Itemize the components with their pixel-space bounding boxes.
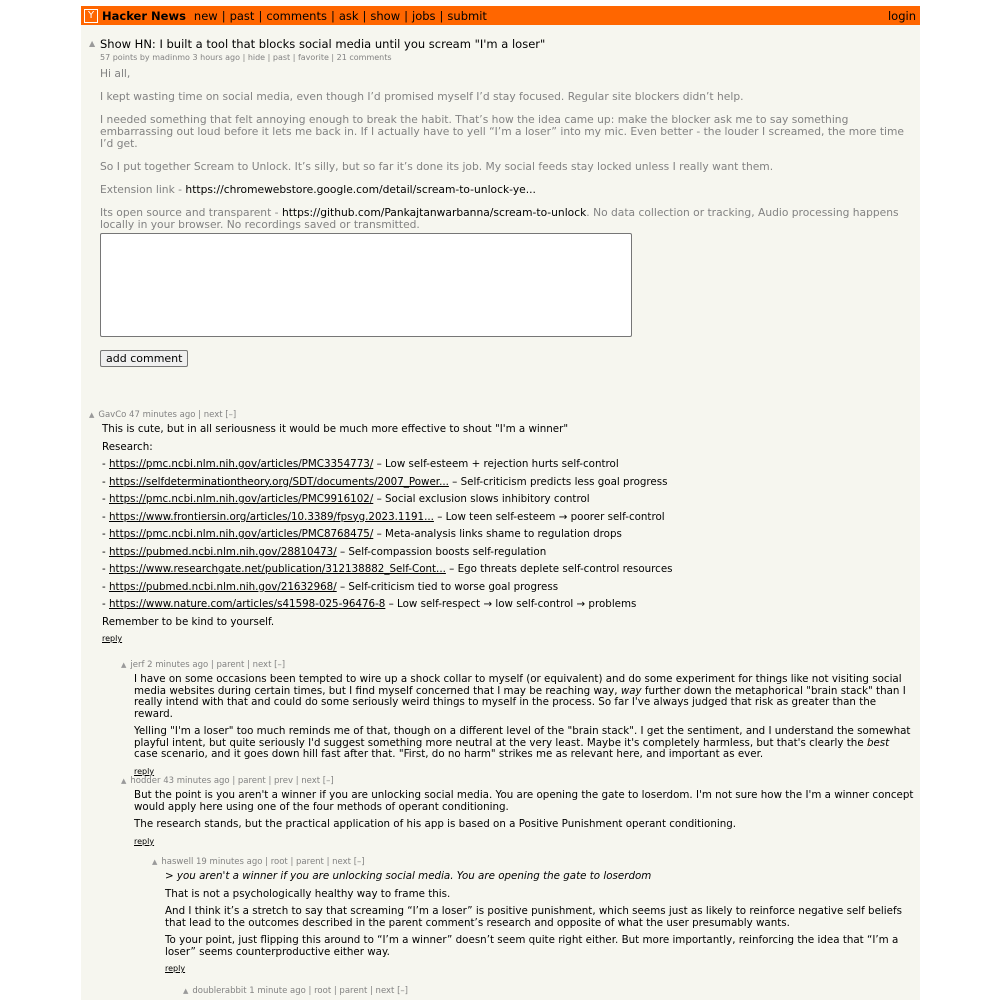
source-label: Its open source and transparent - <box>100 206 282 219</box>
research-desc: – Self-criticism tied to worse goal progress <box>336 580 559 593</box>
comment-head <box>152 857 912 867</box>
research-desc: – Meta-analysis links shame to regulation drops <box>373 528 622 540</box>
nav-past[interactable]: past <box>229 8 255 23</box>
reply-link[interactable]: reply <box>165 964 186 973</box>
top-navbar <box>81 6 920 25</box>
comment-text-part: case scenario, and it goes down hill fast after that. "First, do no harm" strikes me as relevant here, and important as ever. <box>134 748 764 760</box>
research-link[interactable]: https://pmc.ncbi.nlm.nih.gov/articles/PMC9916102/ <box>109 493 374 505</box>
comment-text: The research stands, but the practical application of his app is based on a Positive Punishment operant conditioning. <box>134 818 737 830</box>
research-item: - https://pmc.ncbi.nlm.nih.gov/articles/PMC9916102/ – Social exclusion slows inhibitory control <box>102 493 590 505</box>
comment-text-part: Yelling "I'm a loser" too much reminds me of that, though on a different level of the "brain stack". I get the sentiment, and I understand the somewhat playful intent, but quite seriously I'd suggest something more neutral at the very least. Maybe it's completely harmless, but that's clearly the <box>134 725 911 749</box>
upvote-arrow-icon[interactable]: ▲ <box>121 777 127 785</box>
comment-textarea[interactable] <box>100 233 632 337</box>
source-tail: . No data collection or tracking, Audio processing happens locally in your browser. No recordings saved or transmitted. <box>100 206 899 231</box>
comment-text-part: I have on some occasions been tempted to wire up a shock collar to myself (or equivalent) and do some experiment for things like not visiting social media websites during certain times, but I find myself concerned that I may be reaching way, <box>134 673 902 697</box>
research-desc: – Ego threats deplete self-control resources <box>445 563 673 575</box>
nav-new[interactable]: new <box>193 8 218 23</box>
comment-doublerabbit <box>183 986 903 996</box>
research-desc: – Low self-esteem + rejection hurts self-control <box>373 458 619 470</box>
story-paragraph: Hi all, <box>100 67 131 80</box>
upvote-arrow-icon[interactable]: ▲ <box>121 661 127 669</box>
research-link[interactable]: https://selfdeterminationtheory.org/SDT/documents/2007_Power... <box>109 475 449 488</box>
comment-meta: GavCo 47 minutes ago | next [–] <box>98 410 237 420</box>
comment-meta: doublerabbit 1 minute ago | root | parent | next [–] <box>192 986 408 996</box>
page-container <box>81 6 920 1000</box>
research-desc: – Low self-respect → low self-control → problems <box>385 598 637 610</box>
comment-head <box>121 776 916 786</box>
site-name-link[interactable]: Hacker News <box>102 8 186 23</box>
research-desc: – Social exclusion slows inhibitory control <box>373 493 590 505</box>
comment-head <box>121 660 916 670</box>
comment-haswell <box>152 857 912 975</box>
comment-gavco <box>89 410 909 645</box>
comment-text <box>134 726 916 761</box>
research-link[interactable]: https://www.frontiersin.org/articles/10.3389/fpsyg.2023.1191... <box>109 510 434 523</box>
login-link[interactable]: login <box>887 8 916 23</box>
comment-body <box>165 871 912 975</box>
research-desc: – Self-criticism predicts less goal progress <box>448 475 668 488</box>
extension-label: Extension link - <box>100 183 186 196</box>
comment-body <box>134 674 916 777</box>
comment-text-part: further down the metaphorical "brain stack" than I really intend with that and could do some seriously weird things to myself in the process. So far I've always judged that risk as greater than the reward. <box>134 684 906 720</box>
comment-text: That is not a psychologically healthy way to frame this. <box>165 887 451 900</box>
comment-text: This is cute, but in all seriousness it would be much more effective to shout "I'm a winner" <box>102 423 569 435</box>
nav-show[interactable]: show <box>370 8 401 23</box>
nav-jobs[interactable]: jobs <box>412 8 436 23</box>
comment-text: But the point is you aren't a winner if you are unlocking social media. You are opening the gate to loserdom. I'm not sure how the I'm a winner concept would apply here using one of the four methods of operant conditioning. <box>134 789 914 813</box>
comment-jerf <box>121 660 916 777</box>
nav-links: new | past | comments | ask | show | jobs | submit <box>193 8 487 23</box>
comment-text <box>134 674 916 720</box>
comment-text: To your point, just flipping this around to “I’m a winner” doesn’t seem quite right either. But more importantly, reinforcing the idea that “I’m a loser” seems counterproductive either way. <box>165 934 899 958</box>
story-subtext: 57 points by madinmo 3 hours ago | hide | past | favorite | 21 comments <box>100 53 392 62</box>
research-item: - https://pmc.ncbi.nlm.nih.gov/articles/PMC8768475/ – Meta-analysis links shame to regulation drops <box>102 528 622 540</box>
upvote-arrow-icon[interactable]: ▲ <box>89 411 95 419</box>
research-item: - https://pubmed.ncbi.nlm.nih.gov/28810473/ – Self-compassion boosts self-regulation <box>102 545 547 558</box>
upvote-arrow-icon[interactable]: ▲ <box>183 987 189 995</box>
research-desc: – Low teen self-esteem → poorer self-control <box>433 510 665 523</box>
story-paragraph: I needed something that felt annoying enough to break the habit. That’s how the idea came up: make the blocker ask me to say something embarrassing out loud before it lets me back in. If I actually have to yell “I’m a loser” into my mic. Even better - the louder I screamed, the more time I’d get. <box>100 113 904 150</box>
story-paragraph: I kept wasting time on social media, even though I’d promised myself I’d stay focused. Regular site blockers didn’t help. <box>100 90 744 103</box>
comment-meta: hodder 43 minutes ago | parent | prev | next [–] <box>130 776 334 786</box>
comment-head <box>89 410 909 420</box>
research-link[interactable]: https://www.researchgate.net/publication/312138882_Self-Cont... <box>109 563 446 575</box>
research-item: - https://www.frontiersin.org/articles/10.3389/fpsyg.2023.1191... – Low teen self-esteem → poorer self-control <box>102 510 665 523</box>
research-link[interactable]: https://pmc.ncbi.nlm.nih.gov/articles/PMC8768475/ <box>109 528 374 540</box>
story-title-link[interactable]: Show HN: I built a tool that blocks social media until you scream "I'm a loser" <box>100 37 546 51</box>
comment-body <box>102 424 909 645</box>
hn-logo-icon[interactable]: Y <box>84 9 98 23</box>
research-item: - https://pmc.ncbi.nlm.nih.gov/articles/PMC3354773/ – Low self-esteem + rejection hurts self-control <box>102 458 619 470</box>
story-paragraph: So I put together Scream to Unlock. It’s silly, but so far it’s done its job. My social feeds stay locked unless I really want them. <box>100 160 774 173</box>
comment-text-italic: best <box>866 736 890 749</box>
research-item: - https://www.nature.com/articles/s41598-025-96476-8 – Low self-respect → low self-control → problems <box>102 598 637 610</box>
upvote-arrow-icon[interactable]: ▲ <box>152 858 158 866</box>
upvote-arrow-icon[interactable]: ▲ <box>89 39 96 48</box>
reply-link[interactable]: reply <box>134 766 155 776</box>
add-comment-button[interactable]: add comment <box>100 350 188 367</box>
research-link[interactable]: https://www.nature.com/articles/s41598-025-96476-8 <box>109 598 386 610</box>
research-link[interactable]: https://pubmed.ncbi.nlm.nih.gov/28810473/ <box>109 545 337 558</box>
nav-ask[interactable]: ask <box>338 8 359 23</box>
research-desc: – Self-compassion boosts self-regulation <box>336 545 547 558</box>
nav-comments[interactable]: comments <box>266 8 327 23</box>
comment-quote: > you aren't a winner if you are unlocking social media. You are opening the gate to loserdom <box>165 870 652 882</box>
reply-link[interactable]: reply <box>102 634 123 643</box>
comment-text: Research: <box>102 440 153 453</box>
story-text <box>100 68 912 242</box>
nav-submit[interactable]: submit <box>447 8 487 23</box>
comment-text-italic: way <box>620 684 642 697</box>
comment-text: And I think it’s a stretch to say that screaming “I’m a loser” is positive punishment, which seems just as likely to reinforce negative self beliefs that lead to the outcomes described in the parent comment’s research and opposite of what the user presumably wants. <box>165 905 902 929</box>
research-link[interactable]: https://pubmed.ncbi.nlm.nih.gov/21632968/ <box>109 580 337 593</box>
research-link[interactable]: https://pmc.ncbi.nlm.nih.gov/articles/PMC3354773/ <box>109 458 374 470</box>
story-paragraph <box>100 207 912 231</box>
github-link[interactable]: https://github.com/Pankajtanwarbanna/scream-to-unlock <box>281 206 587 219</box>
reply-link[interactable]: reply <box>134 836 155 846</box>
research-item: - https://www.researchgate.net/publication/312138882_Self-Cont... – Ego threats deplete self-control resources <box>102 563 673 575</box>
comment-meta: haswell 19 minutes ago | root | parent | next [–] <box>161 857 365 867</box>
comment-head <box>183 986 903 996</box>
extension-link[interactable]: https://chromewebstore.google.com/detail/scream-to-unlock-ye... <box>185 183 536 196</box>
story-paragraph <box>100 184 912 196</box>
research-item: - https://pubmed.ncbi.nlm.nih.gov/21632968/ – Self-criticism tied to worse goal progress <box>102 580 559 593</box>
comment-meta: jerf 2 minutes ago | parent | next [–] <box>130 660 286 670</box>
comment-body <box>134 790 916 847</box>
comment-hodder <box>121 776 916 847</box>
comment-text: Remember to be kind to yourself. <box>102 615 275 628</box>
research-item: - https://selfdeterminationtheory.org/SDT/documents/2007_Power... – Self-criticism predicts less goal progress <box>102 475 668 488</box>
